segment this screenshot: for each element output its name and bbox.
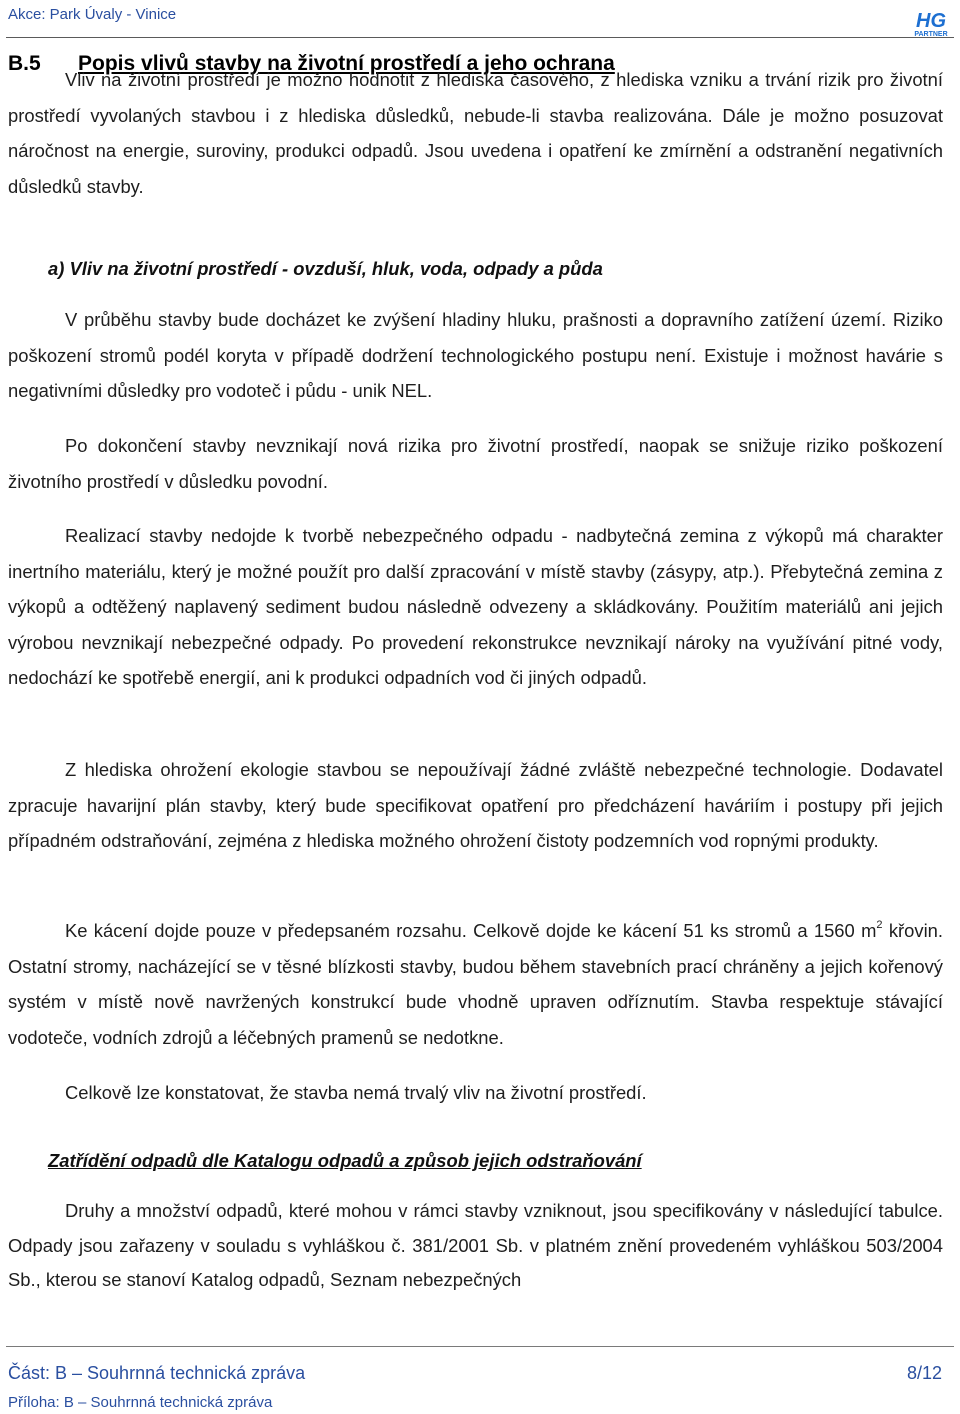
header-divider — [6, 37, 954, 38]
section-number: B.5 — [8, 52, 41, 75]
paragraph-waste: Realizací stavby nedojde k tvorbě nebezpečného odpadu - nadbytečná zemina z výkopů má charakter inertního materiálu, který je možné použít pro další zpracování v místě stavby (zásypy, atp.). Přebytečná zemina z výkopů a odtěžený naplavený sediment budou následně odvezeny a skládkovány. Použitím materiálů ani jejich výrobou nevznikají nebezpečné odpady. Po provedení rekonstrukce nevznikají nároky na využívání pitné vody, nedochází ke spotřebě energií, ani k produkci odpadních vod či jiných odpadů. — [8, 525, 943, 688]
intro-paragraph: Vliv na životní prostředí je možno hodnotit z hlediska časového, z hlediska vzniku a trvání rizik pro životní prostředí vyvolaných stavbou i z hlediska důsledků, nebude-li stavba realizována. Dále je možno posuzovat náročnost na energie, suroviny, produkci odpadů. Jsou uvedena i opatření ke zmírnění a odstranění negativních důsledků stavby. — [8, 69, 943, 197]
paragraph-construction-impact: V průběhu stavby bude docházet ke zvýšení hladiny hluku, prašnosti a dopravního zatížení území. Riziko poškození stromů podél koryta v případě dodržení technologického postupu není. Existuje i možnost havárie s negativními důsledky pro vodoteč i půdu - unik NEL. — [8, 309, 943, 401]
paragraph-conclusion: Celkově lze konstatovat, že stavba nemá trvalý vliv na životní prostředí. — [65, 1082, 647, 1103]
footer-divider — [6, 1346, 954, 1347]
tree-felling-text-end: křovin. Ostatní stromy, nacházející se v těsné blízkosti stavby, budou během stavebních prací chráněny a jejich kořenový systém v místě nově navržených konstrukcí bude vhodně upraven odříznutím. Stavba respektuje stávající vodoteče, vodních zdrojů a léčebných pramenů se nedotkne. — [8, 920, 944, 1048]
waste-classification-heading: Zatřídění odpadů dle Katalogu odpadů a způsob jejich odstraňování — [48, 1150, 642, 1171]
page-number: 8/12 — [906, 1363, 942, 1383]
footer-annex-label: Příloha: B – Souhrnná technická zpráva — [8, 1394, 273, 1411]
paragraph-tree-felling — [8, 913, 943, 1055]
document-header-title: Akce: Park Úvaly - Vinice — [8, 6, 177, 23]
section-title: Popis vlivů stavby na životní prostředí a jeho ochrana — [78, 52, 615, 75]
hg-partner-logo — [912, 8, 950, 38]
tree-felling-text-start: Ke kácení dojde pouze v předepsaném rozsahu. Celkově dojde ke kácení 51 ks stromů a 1560 m — [65, 920, 877, 941]
paragraph-ecology: Z hlediska ohrožení ekologie stavbou se nepoužívají žádné zvláště nebezpečné technologie. Dodavatel zpracuje havarijní plán stavby, který bude specifikovat opatření pro předcházení haváriím i postupy při jejich případném odstraňování, zejména z hlediska možného ohrožení čistoty podzemních vod ropnými produkty. — [8, 759, 943, 851]
paragraph-waste-classification: Druhy a množství odpadů, které mohou v rámci stavby vzniknout, jsou specifikovány v následující tabulce. Odpady jsou zařazeny v souladu s vyhláškou č. 381/2001 Sb. v platném znění provedeném vyhláškou 503/2004 Sb., kterou se stanoví Katalog odpadů, Seznam nebezpečných — [8, 1200, 943, 1290]
footer-part-label: Část: B – Souhrnná technická zpráva — [8, 1363, 306, 1383]
logo-text: HG — [916, 10, 946, 32]
paragraph-after-completion: Po dokončení stavby nevznikají nová rizika pro životní prostředí, naopak se snižuje riziko poškození životního prostředí v důsledku povodní. — [8, 435, 943, 492]
square-meter-exponent: 2 — [876, 919, 883, 931]
logo-subtext: PARTNER — [914, 31, 948, 38]
subsection-a-heading: a) Vliv na životní prostředí - ovzduší, hluk, voda, odpady a půda — [48, 258, 603, 279]
